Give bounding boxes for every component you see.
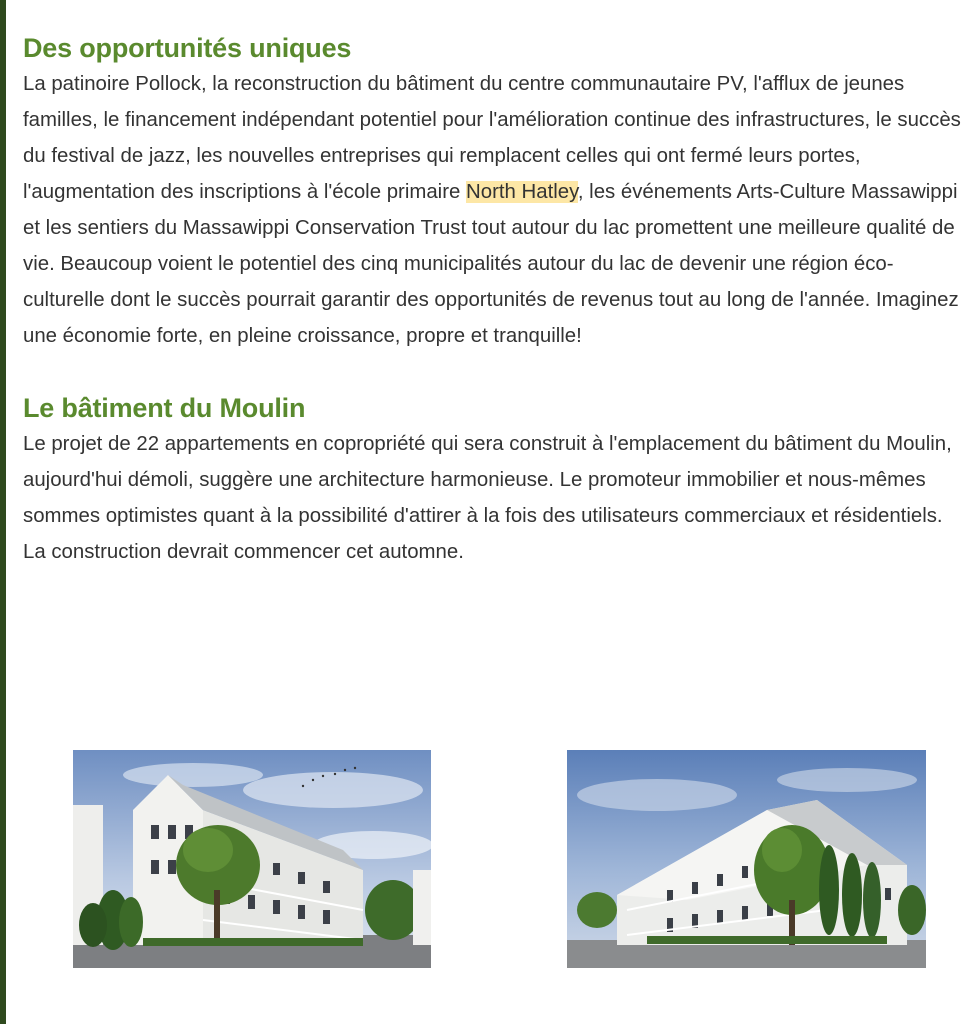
building-rendering-image-right <box>567 750 926 968</box>
section-paragraph-moulin: Le projet de 22 appartements en copropriété qui sera construit à l'emplacement du bâtiment du Moulin, aujourd'hui démoli, suggère une architecture harmonieuse. Le promoteur immobilier et nous-mêmes sommes optimistes quant à la possibilité d'attirer à la fois des utilisateurs commerciaux et résidentiels. La construction devrait commencer cet automne. <box>23 433 952 563</box>
paragraph-text-end: , les événements Arts-Culture Massawippi et les sentiers du Massawippi Conservation Trust tout autour du lac promettent une meilleure qualité de vie. Beaucoup voient le potentiel des cinq municipalités autour du lac de devenir une région éco-culturelle dont le succès pourrait garantir des opportunités de revenus tout au long de l'année. Imaginez une économie forte, en pleine croissance, propre et tranquille! <box>23 181 959 347</box>
building-rendering-image-left <box>73 750 431 968</box>
left-border-bar <box>0 0 6 1024</box>
section-paragraph-opportunities <box>23 66 968 354</box>
paragraph-text-start: La patinoire Pollock, la reconstruction du bâtiment du centre communautaire PV, l'afflux de jeunes familles, le financement indépendant potentiel pour l'amélioration continue des infrastructures, le succès du festival de jazz, les nouvelles entreprises qui remplacent celles qui ont fermé leurs portes, l'augmentation des inscriptions à l'école primaire <box>23 73 961 203</box>
section-title-moulin: Le bâtiment du Moulin <box>23 393 306 423</box>
section-title-opportunities: Des opportunités uniques <box>23 33 352 63</box>
highlighted-term: North Hatley <box>466 181 578 203</box>
article-content <box>23 30 968 570</box>
